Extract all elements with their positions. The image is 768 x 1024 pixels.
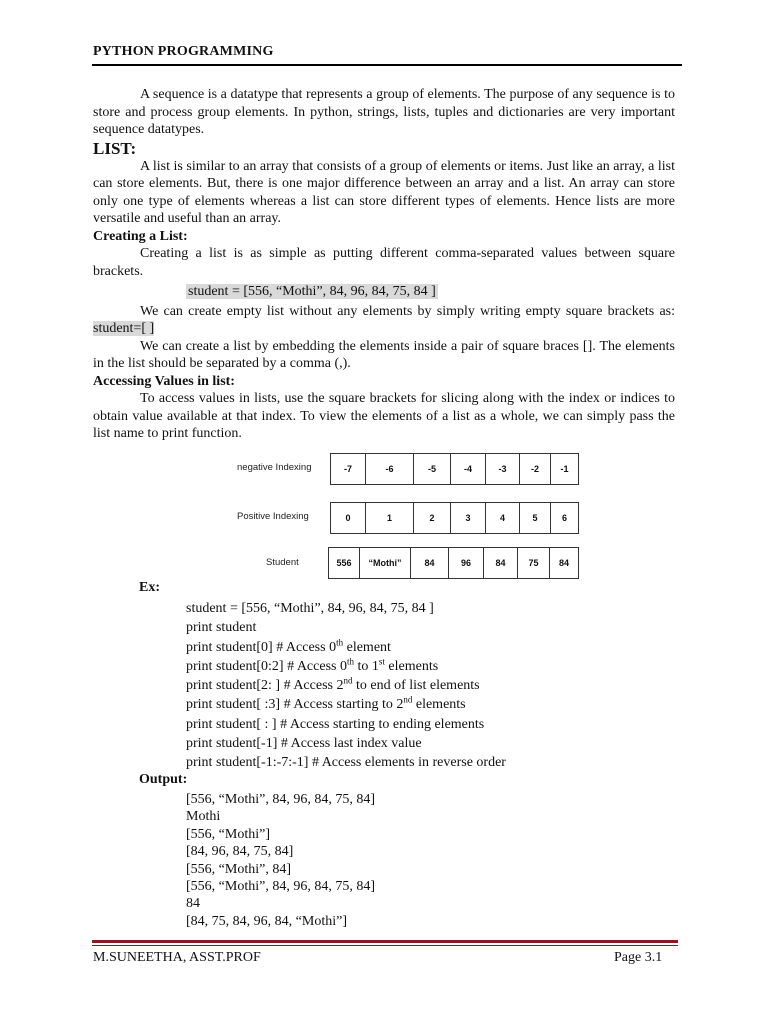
negative-index-row [330,453,579,485]
value-cell: 84 [558,558,569,568]
value-cell: 84 [484,548,518,578]
index-cell: -7 [331,454,366,484]
code-line: print student[ :3] # Access starting to 2nd elements [186,694,466,713]
footer-rule-thin [92,945,678,946]
student-row [328,547,579,579]
index-cell: 5 [520,503,551,533]
output-line: [556, “Mothi”, 84, 96, 84, 75, 84] [186,879,375,895]
output-line: Mothi [186,809,221,825]
value-cell: “Mothi” [360,548,411,578]
code-line: print student[2: ] # Access 2nd to end of list elements [186,675,480,694]
output-line: [84, 96, 84, 75, 84] [186,844,294,860]
negative-index-label: negative Indexing [237,462,312,473]
body-text [93,86,675,443]
output-line: 84 [186,896,200,912]
creating-paragraph: Creating a list is as simple as putting different comma-separated values between square brackets. [93,246,675,279]
index-cell: 0 [331,503,366,533]
index-cell: -2 [520,454,551,484]
footer-rule [92,940,678,943]
list-paragraph: A list is similar to an array that consists of a group of elements or items. Just like an array, a list can store elements. But, there is one major difference between an array and a list. An array can store only one type of elements whereas a list can store different types of elements. Hence lists are more versatile and useful than an array. [93,158,675,226]
accessing-paragraph: To access values in lists, use the square brackets for slicing along with the index or indices to obtain value available at that index. To view the elements of a list as a whole, we can simply pass the list name to print function. [93,391,675,441]
index-cell: 2 [414,503,451,533]
code-line: print student[0:2] # Access 0th to 1st elements [186,656,439,674]
value-cell: 84 [411,548,449,578]
code-line: student = [556, “Mothi”, 84, 96, 84, 75, 84 ] [186,601,434,616]
output-line: [556, “Mothi”, 84] [186,861,291,877]
code-line: print student[0] # Access 0th element [186,636,391,655]
code-line: print student[-1:-7:-1] # Access elements in reverse order [186,755,506,771]
empty-code: student=[ ] [93,321,155,336]
code-line: print student[ : ] # Access starting to ending elements [186,716,485,732]
footer-author: M.SUNEETHA, ASST.PROF [93,950,261,965]
index-cell: 4 [486,503,520,533]
index-cell: -6 [366,454,414,484]
header-title: PYTHON PROGRAMMING [93,44,274,59]
creating-heading: Creating a List: [93,228,188,244]
index-cell: -4 [451,454,486,484]
empty-paragraph: We can create empty list without any elements by simply writing empty square brackets as: student=[ ] [93,303,675,336]
index-cell: -1 [560,464,569,474]
creating-code: student = [556, “Mothi”, 84, 96, 84, 75, 84 ] [188,284,436,299]
index-cell: -5 [414,454,451,484]
positive-index-label: Positive Indexing [237,511,309,522]
value-cell: 96 [449,548,484,578]
header-rule [92,64,682,66]
index-cell: -3 [486,454,520,484]
example-label: Ex: [139,580,160,595]
index-cell: 6 [561,513,567,523]
code-line: print student[-1] # Access last index value [186,736,422,752]
example-code [186,599,506,773]
output-block [186,791,375,930]
output-line: [84, 75, 84, 96, 84, “Mothi”] [186,913,347,929]
value-cell: 556 [329,548,360,578]
output-line: [556, “Mothi”] [186,826,270,842]
accessing-heading: Accessing Values in list: [93,373,235,389]
student-label: Student [266,557,299,568]
intro-paragraph: A sequence is a datatype that represents a group of elements. The purpose of any sequence is to store and process group elements. In python, strings, lists, tuples and dictionaries are very important sequence datatypes. [93,87,675,137]
index-cell: 1 [366,503,414,533]
index-cell: 3 [451,503,486,533]
list-heading: LIST: [93,138,137,158]
embed-paragraph: We can create a list by embedding the elements inside a pair of square braces []. The elements in the list should be separated by a comma (,). [93,338,675,371]
positive-index-row [330,502,579,534]
index-diagram [230,450,590,585]
code-line: print student [186,620,257,636]
footer-page-number: Page 3.1 [614,950,663,965]
output-line: [556, “Mothi”, 84, 96, 84, 75, 84] [186,792,375,807]
value-cell: 75 [518,548,550,578]
output-label: Output: [139,772,188,787]
